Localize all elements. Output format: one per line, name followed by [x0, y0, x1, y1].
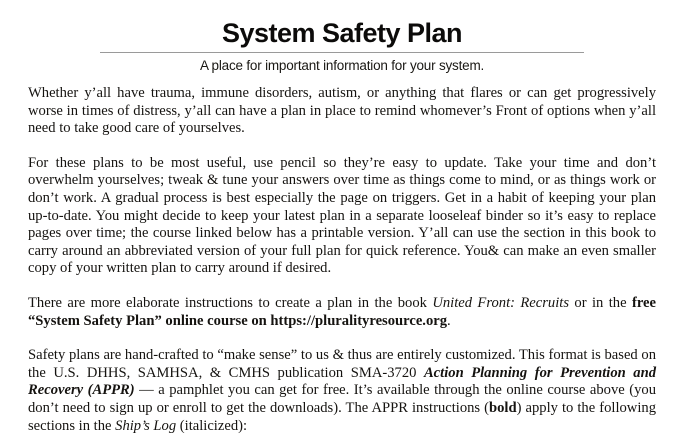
text-segment: (italicized): [176, 417, 248, 434]
document-body [28, 85, 656, 435]
plurality-resource-url[interactable]: https://pluralityresource.org [270, 312, 448, 329]
document-header [28, 18, 656, 73]
text-segment: Safety plans are hand-crafted to “make sense” to us & thus are entirely customized. This format is based on the U.S. DHHS, SAMHSA, & CMHS publication SMA-3720 [28, 347, 656, 381]
page-subtitle: A place for important information for your system. [199, 58, 485, 73]
text-segment: bold [489, 399, 517, 416]
paragraph-2 [28, 155, 656, 278]
text-segment: free “System Safety Plan” online course on [28, 294, 656, 329]
paragraph-3 [28, 295, 656, 330]
title-divider [100, 52, 584, 53]
text-segment: There are more elaborate instructions to create a plan in the book [28, 294, 433, 311]
text-segment: For these plans to be most useful, use pencil so they’re easy to update. Take your time and don’t overwhelm yourselves; tweak & tune your answers over time as things come to mind, or as things work or don’t work. A gradual process is best especially the page on triggers. Get in a habit of keeping your plan up-to-date. You might decide to keep your latest plan in a separate looseleaf binder so it’s easy to replace pages over time; the course linked below has a printable version. Y’all can use the section in this book to carry around an abbreviated version of your full plan for quick reference. You& can make an even smaller copy of your written plan to carry around if desired. [28, 154, 656, 277]
text-segment: Whether y’all have trauma, immune disorders, autism, or anything that flares or can get progressively worse in times of distress, y’all can have a plan in place to remind whomever’s Front of options when y’all need to take good care of yourselves. [28, 85, 656, 137]
page-title: System Safety Plan [221, 18, 463, 48]
text-segment: . [447, 312, 451, 329]
text-segment: ) apply to the following sections in the [28, 399, 656, 434]
book-title-united-front: United Front: Recruits [432, 294, 570, 311]
publication-title-appr: Action Planning for Prevention and Recovery (APPR) [28, 364, 656, 399]
text-segment: — a pamphlet you can get for free. It’s available through the online course above (you don’t need to sign up or enroll to get the downloads). The APPR instructions ( [28, 382, 656, 416]
text-segment: or in the [569, 294, 632, 311]
paragraph-4 [28, 347, 656, 435]
paragraph-1 [28, 85, 656, 138]
book-title-ships-log: Ship’s Log [115, 417, 177, 434]
